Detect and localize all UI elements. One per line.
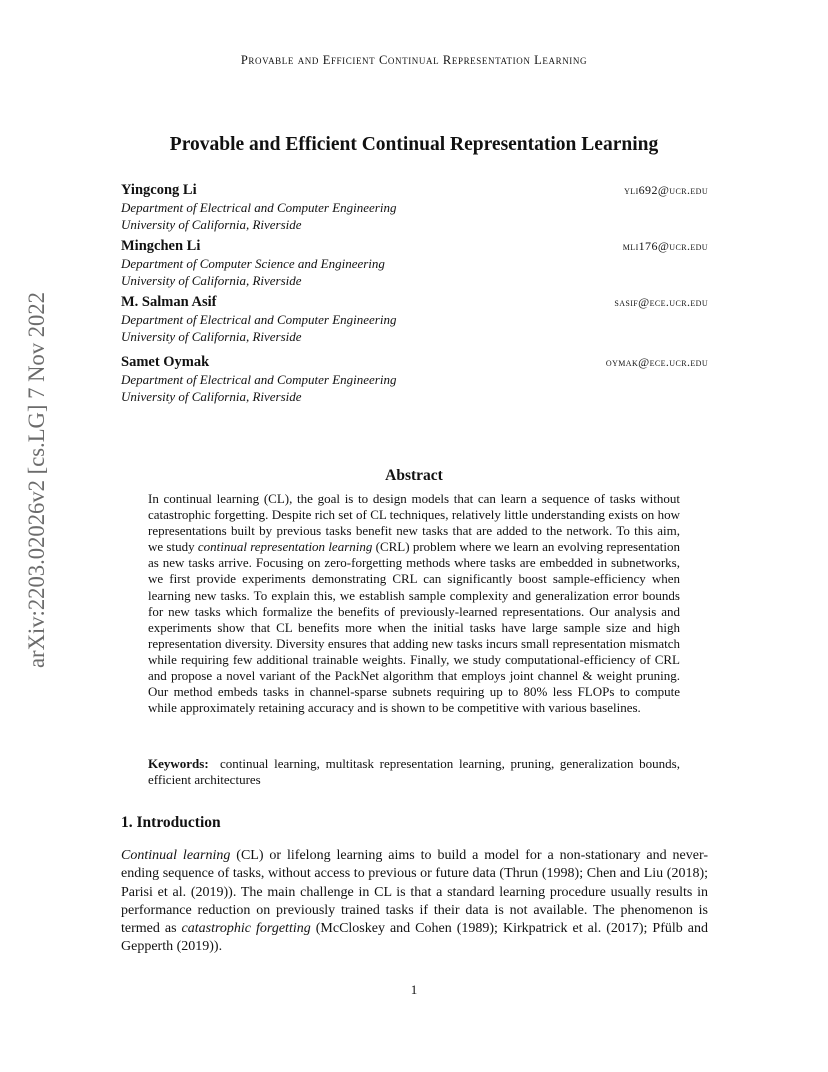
section-heading-introduction: 1. Introduction [121, 814, 221, 831]
author-name: M. Salman Asif [121, 294, 217, 310]
abstract-text-part: (CRL) problem where we learn an evolving representation as new tasks arrive. Focusing on zero-forgetting methods where tasks are embedded in subnetworks, we first provide experiments demonstrating CRL can significantly boost sample-efficiency when learning new tasks. To explain this, we establish sample complexity and generalization error bounds for new tasks which formalize the benefits of previously-learned representations. Our analysis and experiments show that CL benefits more when the initial tasks have large sample size and high representation diversity. Diversity ensures that adding new tasks incurs small representation mismatch while requiring few additional trainable weights. Finally, we study computational-efficiency of CRL and propose a novel variant of the PackNet algorithm that employs joint channel & weight pruning. Our method embeds tasks in channel-sparse subnets requiring up to 80% less FLOPs to compute while approximately retaining accuracy and is shown to be competitive with various baselines. [148, 539, 680, 716]
author-university: University of California, Riverside [121, 389, 302, 404]
author-block [121, 294, 708, 345]
intro-text-part: (McCloskey and Cohen (1989); Kirkpatrick et al. (2017); Pfülb and Gepperth (2019)). [121, 921, 708, 955]
author-university: University of California, Riverside [121, 217, 302, 232]
keywords [148, 756, 680, 788]
abstract-text-part: In continual learning (CL), the goal is to design models that can learn a sequence of tasks without catastrophic forgetting. Despite rich set of CL techniques, relatively little understanding exists on how representations built by previous tasks benefit new tasks that are added to the network. To this aim, we study [148, 491, 680, 555]
author-email[interactable]: oymak@ece.ucr.edu [605, 355, 708, 369]
introduction-body [121, 847, 708, 957]
author-university: University of California, Riverside [121, 329, 302, 344]
running-head: Provable and Efficient Continual Representation Learning [240, 53, 588, 67]
author-department: Department of Electrical and Computer Engineering [121, 200, 397, 215]
author-department: Department of Computer Science and Engineering [121, 256, 385, 271]
author-name: Mingchen Li [121, 238, 201, 254]
intro-text-part: (CL) or lifelong learning aims to build a model for a non-stationary and never-ending sequence of tasks, without access to previous or future data (Thrun (1998); Chen and Liu (2018); Parisi et al. (2019)). The main challenge in CL is that a standard learning procedure usually results in performance reduction on previously trained tasks if their data is not available. The phenomenon is termed as [121, 848, 708, 937]
author-department: Department of Electrical and Computer Engineering [121, 312, 397, 327]
abstract-emphasis: continual representation learning [197, 539, 373, 555]
keywords-label: Keywords: [148, 756, 209, 771]
author-email[interactable]: sasif@ece.ucr.edu [614, 295, 708, 309]
author-email[interactable]: yli692@ucr.edu [624, 183, 708, 197]
page-number: 1 [410, 982, 418, 997]
author-block [121, 354, 708, 405]
author-email[interactable]: mli176@ucr.edu [622, 239, 708, 253]
intro-emphasis: Continual learning [121, 848, 231, 863]
intro-emphasis: catastrophic forgetting [181, 921, 311, 937]
abstract-heading: Abstract [385, 467, 443, 484]
paper-title: Provable and Efficient Continual Representation Learning [169, 134, 659, 155]
author-department: Department of Electrical and Computer Engineering [121, 372, 397, 387]
author-block [121, 182, 708, 233]
abstract-body [148, 491, 680, 716]
author-university: University of California, Riverside [121, 273, 302, 288]
author-name: Samet Oymak [121, 354, 210, 370]
arxiv-stamp-text: arXiv:2203.02026v2 [cs.LG] 7 Nov 2022 [24, 277, 50, 668]
author-block [121, 238, 708, 289]
author-name: Yingcong Li [121, 182, 197, 198]
keywords-text: continual learning, multitask representation learning, pruning, generalization bounds, efficient architectures [148, 756, 680, 788]
